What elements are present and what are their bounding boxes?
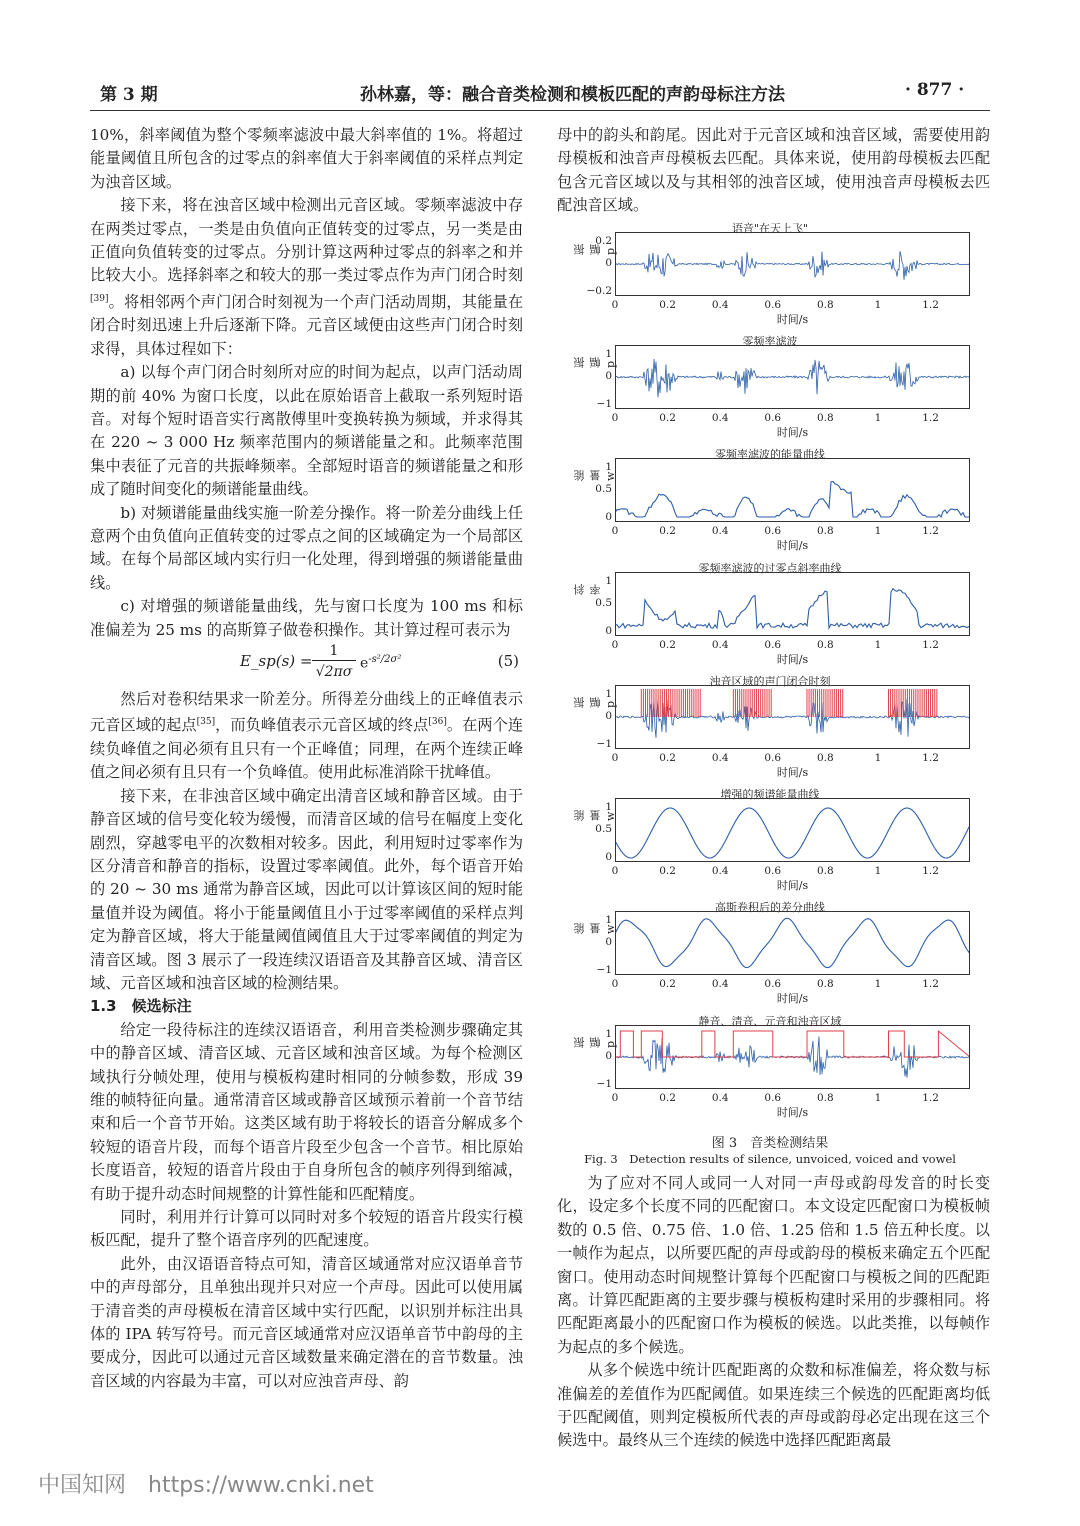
citation[interactable]: [39] (90, 293, 109, 304)
x-tick-label: 1 (874, 299, 882, 311)
x-tick-label: 0.2 (659, 412, 676, 424)
paragraph: 给定一段待标注的连续汉语语音，利用音类检测步骤确定其中的静音区域、清音区域、元音区域和浊音区域。为每个检测区域执行分帧处理，使用与模板构建时相同的分帧参数，形成 39 维的帧特征向量。通常清音区域或静音区域预示着前一个音节结束和后一个音节开始。这类区域有助于将较长的语音分解成多个较短的语音片段，而每个语音片段至少包含一个音节。相比原始长度语音，较短的语音片段由于自身所包含的帧序列得到缩减，有助于提升动态时间规整的计算性能和匹配精度。 (90, 1020, 523, 1203)
x-tick-label: 1.2 (922, 978, 939, 990)
x-tick-label: 0.8 (817, 299, 834, 311)
y-tick-label: −0.2 (586, 285, 612, 297)
panel-plot (615, 345, 970, 409)
x-tick-label: 0.6 (764, 978, 782, 990)
x-tick-label: 0.8 (817, 525, 834, 537)
panel-title: 浊音区域的声门闭合时刻 (709, 675, 831, 688)
x-tick-label: 1 (874, 865, 882, 877)
panel-ylabel: 能量 w (573, 923, 617, 934)
y-tick-label: 1 (605, 688, 612, 700)
x-tick-label: 0.4 (711, 299, 729, 311)
x-tick-label: 0 (611, 1092, 619, 1104)
x-tick-label: 0.4 (711, 1092, 729, 1104)
panel-plot (615, 798, 970, 862)
x-tick-label: 1.2 (922, 412, 939, 424)
paragraph: a) 以每个声门闭合时刻所对应的时间为起点，以声门活动周期的前 40% 为窗口长度，以此在原始语音上截取一系列短时语音。对每个短时语音实行离散傅里叶变换转换为频域，并求得其在 220 ~ 3 000 Hz 频率范围内的频谱能量之和。此频率范围集中表征了元音的共振峰频率。全部短时语音的频谱能量之和形成了随时间变化的频谱能量曲线。 (90, 363, 523, 499)
panel-title: 语音"在天上飞" (731, 222, 809, 235)
x-tick-label: 0.2 (659, 865, 676, 877)
x-tick-label: 0.2 (659, 639, 676, 651)
x-tick-label: 1 (874, 639, 882, 651)
x-tick-label: 1 (874, 978, 882, 990)
panel-title: 高斯卷积后的差分曲线 (715, 901, 825, 914)
x-tick-label: 0.2 (659, 299, 676, 311)
x-tick-label: 0.8 (817, 412, 834, 424)
panel-title: 零频率滤波的过零点斜率曲线 (698, 562, 842, 575)
y-tick-label: 0 (605, 710, 612, 722)
x-tick-label: 0.8 (817, 639, 834, 651)
x-tick-label: 1.2 (922, 1092, 939, 1104)
x-axis-label: 时间/s (776, 1106, 809, 1119)
x-axis-label: 时间/s (776, 539, 809, 552)
x-tick-label: 1 (874, 525, 882, 537)
panel-plot (615, 911, 970, 975)
paragraph: 此外，由汉语语音特点可知，清音区域通常对应汉语单音节中的声母部分，且单独出现并只对应一个声母。因此可以使用属于清音类的声母模板在清音区域中实行匹配，以识别并标注出具体的 IPA 转写符号。而元音区域通常对应汉语单音节中韵母的主要成分，因此可以通过元音区域数量来确定潜在的音节数量。浊音区域的内容最为丰富，可以对应浊音声母、韵 (90, 1254, 523, 1390)
y-tick-label: −1 (596, 1078, 612, 1090)
page-number: · 877 · (905, 80, 965, 100)
y-tick-label: 0 (605, 370, 612, 382)
y-tick-label: 0 (605, 625, 612, 637)
signal-line (615, 918, 970, 967)
x-tick-label: 1 (874, 412, 882, 424)
x-tick-label: 0 (611, 639, 619, 651)
x-tick-label: 0.6 (764, 865, 782, 877)
panel-ylabel: 能量 w (573, 810, 617, 821)
equation-fraction: $\frac{1}{√2\pi\sigma}$ (312, 642, 356, 683)
panel-ylabel: 振幅 p (573, 1037, 617, 1048)
section-heading: 1.3 候选标注 (90, 997, 192, 1016)
figure-caption-en: Fig. 3 Detection results of silence, unvoiced, voiced and vowel (584, 1152, 956, 1166)
x-tick-label: 0.8 (817, 865, 834, 877)
x-tick-label: 0.6 (764, 412, 782, 424)
x-tick-label: 1.2 (922, 639, 939, 651)
paragraph: 然后对卷积结果求一阶差分。所得差分曲线上的正峰值表示元音区域的起点[35]，而负峰值表示元音区域的终点[36]。在两个连续负峰值之间必须有且只有一个正峰值；同理，在两个连续正峰值之间必须有且只有一个负峰值。使用此标准消除干扰峰值。 (90, 690, 524, 782)
panel-ylabel: 振幅 p (573, 697, 617, 708)
y-tick-label: 1 (605, 461, 612, 473)
right-column-top (557, 124, 990, 218)
panel-ylabel: 振幅 p (573, 244, 617, 255)
paragraph: 同时，利用并行计算可以同时对多个较短的语音片段实行模板匹配，提升了整个语音序列的匹配速度。 (90, 1208, 523, 1250)
panel-ylabel: 能量 w (573, 470, 617, 481)
header-rule (90, 110, 990, 111)
y-tick-label: 0 (605, 851, 612, 863)
x-tick-label: 0 (611, 299, 619, 311)
paragraph: 接下来，将在浊音区域中检测出元音区域。零频率滤波中存在两类过零点，一类是由负值向正值转变的过零点，另一类是由正值向负值转变的过零点。分别计算这两种过零点的斜率之和并比较大小。选择斜率之和较大的那一类过零点作为声门闭合时刻[39]。将相邻两个声门闭合时刻视为一个声门活动周期，其能量在闭合时刻迅速上升后逐渐下降。元音区域便由这些声门闭合时刻求得，具体过程如下： (90, 196, 523, 358)
y-tick-label: 1 (605, 914, 612, 926)
x-tick-label: 1 (874, 1092, 882, 1104)
x-tick-label: 1.2 (922, 525, 939, 537)
x-tick-label: 0.4 (711, 639, 729, 651)
y-tick-label: 1 (605, 1028, 612, 1040)
paragraph: 10%，斜率阈值为整个零频率滤波中最大斜率值的 1%。将超过能量阈值且所包含的过零点的斜率值大于斜率阈值的采样点判定为浊音区域。 (90, 126, 523, 191)
x-tick-label: 1.2 (922, 752, 939, 764)
x-tick-label: 1 (874, 752, 882, 764)
x-tick-label: 1.2 (922, 865, 939, 877)
y-tick-label: −1 (596, 738, 612, 750)
x-axis-label: 时间/s (776, 766, 809, 779)
equation-exponential: $e^{-s^2/2\sigma^2}$ (360, 654, 402, 672)
x-tick-label: 0 (611, 525, 619, 537)
paragraph: 为了应对不同人或同一人对同一声母或韵母发音的时长变化，设定多个长度不同的匹配窗口。本文设定匹配窗口为模板帧数的 0.5 倍、0.75 倍、1.0 倍、1.25 倍和 1.5 倍五种长度。以一帧作为起点，以所要匹配的声母或韵母的模板来确定五个匹配窗口。使用动态时间规整计算每个匹配窗口与模板之间的匹配距离。计算匹配距离的主要步骤与模板构建时采用的步骤相同。将匹配距离最小的匹配窗口作为模板的候选。以此类推，以每帧作为起点的多个候选。 (557, 1174, 990, 1356)
panel-ylabel: 振幅 p (573, 357, 617, 368)
y-tick-label: 0 (605, 511, 612, 523)
y-tick-label: 0.5 (595, 597, 612, 609)
x-tick-label: 0.4 (711, 978, 729, 990)
paragraph: c) 对增强的频谱能量曲线，先与窗口长度为 100 ms 和标准偏差为 25 ms 的高斯算子做卷积操作。其计算过程可表示为 (90, 597, 523, 639)
paragraph: 接下来，在非浊音区域中确定出清音区域和静音区域。由于静音区域的信号变化较为缓慢，而清音区域的信号在幅度上变化剧烈，穿越零电平的次数相对较多。因此，利用短时过零率作为区分清音和静音的指标，设置过零率阈值。此外，每个语音开始的 20 ~ 30 ms 通常为静音区域，因此可以计算该区间的短时能量值并设为阈值。将小于能量阈值且小于过零率阈值的采样点判定为静音区域，将大于能量阈值阈值且大于过零率阈值的判定为清音区域。图 3 展示了一段连续汉语语音及其静音区域、清音区域、元音区域和浊音区域的检测结果。 (90, 786, 523, 992)
x-axis-label: 时间/s (776, 879, 809, 892)
x-tick-label: 0.8 (817, 1092, 834, 1104)
panel-title: 零频率滤波 (742, 335, 798, 348)
x-tick-label: 0.4 (711, 752, 729, 764)
x-tick-label: 0.2 (659, 525, 676, 537)
x-tick-label: 0.6 (764, 752, 782, 764)
axes-frame (616, 459, 970, 522)
y-tick-label: −1 (596, 964, 612, 976)
right-column-bottom (557, 1172, 990, 1453)
x-tick-label: 0.6 (764, 525, 782, 537)
glottal-closure-marks (641, 689, 937, 717)
y-tick-label: 0.2 (595, 235, 612, 247)
issue-number: 第 3 期 (100, 85, 158, 105)
x-tick-label: 0 (611, 412, 619, 424)
signal-line (615, 808, 970, 858)
signal-line (615, 359, 970, 397)
panel-title: 静音、清音、元音和浊音区域 (698, 1015, 842, 1028)
x-axis-label: 时间/s (776, 992, 809, 1005)
citation[interactable]: [36] (428, 717, 447, 728)
cnki-watermark: 中国知网 https://www.cnki.net (38, 1473, 374, 1498)
y-tick-label: 1 (605, 801, 612, 813)
x-tick-label: 0.4 (711, 865, 729, 877)
figure-caption-cn: 图 3 音类检测结果 (711, 1136, 829, 1151)
x-tick-label: 0 (611, 978, 619, 990)
x-tick-label: 0.6 (764, 639, 782, 651)
axes-frame (616, 912, 970, 975)
running-title: 孙林嘉，等：融合音类检测和模板匹配的声韵母标注方法 (360, 85, 785, 105)
x-tick-label: 0.8 (817, 978, 834, 990)
panel-title: 零频率滤波的能量曲线 (715, 448, 825, 461)
x-axis-label: 时间/s (776, 426, 809, 439)
x-tick-label: 1.2 (922, 299, 939, 311)
y-tick-label: 0 (605, 936, 612, 948)
y-tick-label: 0 (605, 257, 612, 269)
panel-plot (615, 1025, 970, 1089)
left-column (90, 124, 523, 1393)
x-tick-label: 0.8 (817, 752, 834, 764)
panel-plot (615, 458, 970, 522)
y-tick-label: −1 (596, 398, 612, 410)
signal-line (615, 482, 969, 518)
signal-line (615, 589, 969, 629)
paragraph: 从多个候选中统计匹配距离的众数和标准偏差，将众数与标准偏差的差值作为匹配阈值。如果连续三个候选的匹配距离均低于匹配阈值，则判定模板所代表的声母或韵母必定出现在这三个候选中。最终从三个连续的候选中选择匹配距离最 (557, 1361, 990, 1450)
y-tick-label: 0.5 (595, 483, 612, 495)
x-axis-label: 时间/s (776, 313, 809, 326)
x-tick-label: 0 (611, 752, 619, 764)
equation-5 (90, 642, 523, 688)
y-tick-label: 0.5 (595, 823, 612, 835)
citation[interactable]: [35] (196, 717, 216, 728)
panel-title: 增强的频谱能量曲线 (720, 788, 820, 801)
y-tick-label: 1 (605, 575, 612, 587)
x-tick-label: 0.4 (711, 525, 729, 537)
x-axis-label: 时间/s (776, 653, 809, 666)
x-tick-label: 0 (611, 865, 619, 877)
y-tick-label: 0 (605, 1050, 612, 1062)
panel-ylabel: 斜率 (573, 584, 602, 595)
paragraph: 母中的韵头和韵尾。因此对于元音区域和浊音区域，需要使用韵母模板和浊音声母模板去匹配。具体来说，使用韵母模板去匹配包含元音区域以及与其相邻的浊音区域，使用浊音声母模板去匹配浊音区域。 (557, 126, 990, 215)
signal-line (615, 251, 970, 280)
x-tick-label: 0.2 (659, 978, 676, 990)
equation-number: (5) (497, 652, 519, 670)
x-tick-label: 0.6 (764, 1092, 782, 1104)
x-tick-label: 0.2 (659, 1092, 676, 1104)
y-tick-label: 1 (605, 348, 612, 360)
equation-lhs: E_sp(s) = (240, 652, 313, 670)
panel-plot (615, 232, 970, 296)
x-tick-label: 0.6 (764, 299, 782, 311)
x-tick-label: 0.2 (659, 752, 676, 764)
paragraph: b) 对频谱能量曲线实施一阶差分操作。将一阶差分曲线上任意两个由负值向正值转变的过零点之间的区域确定为一个局部区域。在每个局部区域内实行归一化处理，得到增强的频谱能量曲线。 (90, 503, 523, 592)
x-tick-label: 0.4 (711, 412, 729, 424)
panel-plot (615, 685, 970, 749)
panel-plot (615, 572, 970, 636)
